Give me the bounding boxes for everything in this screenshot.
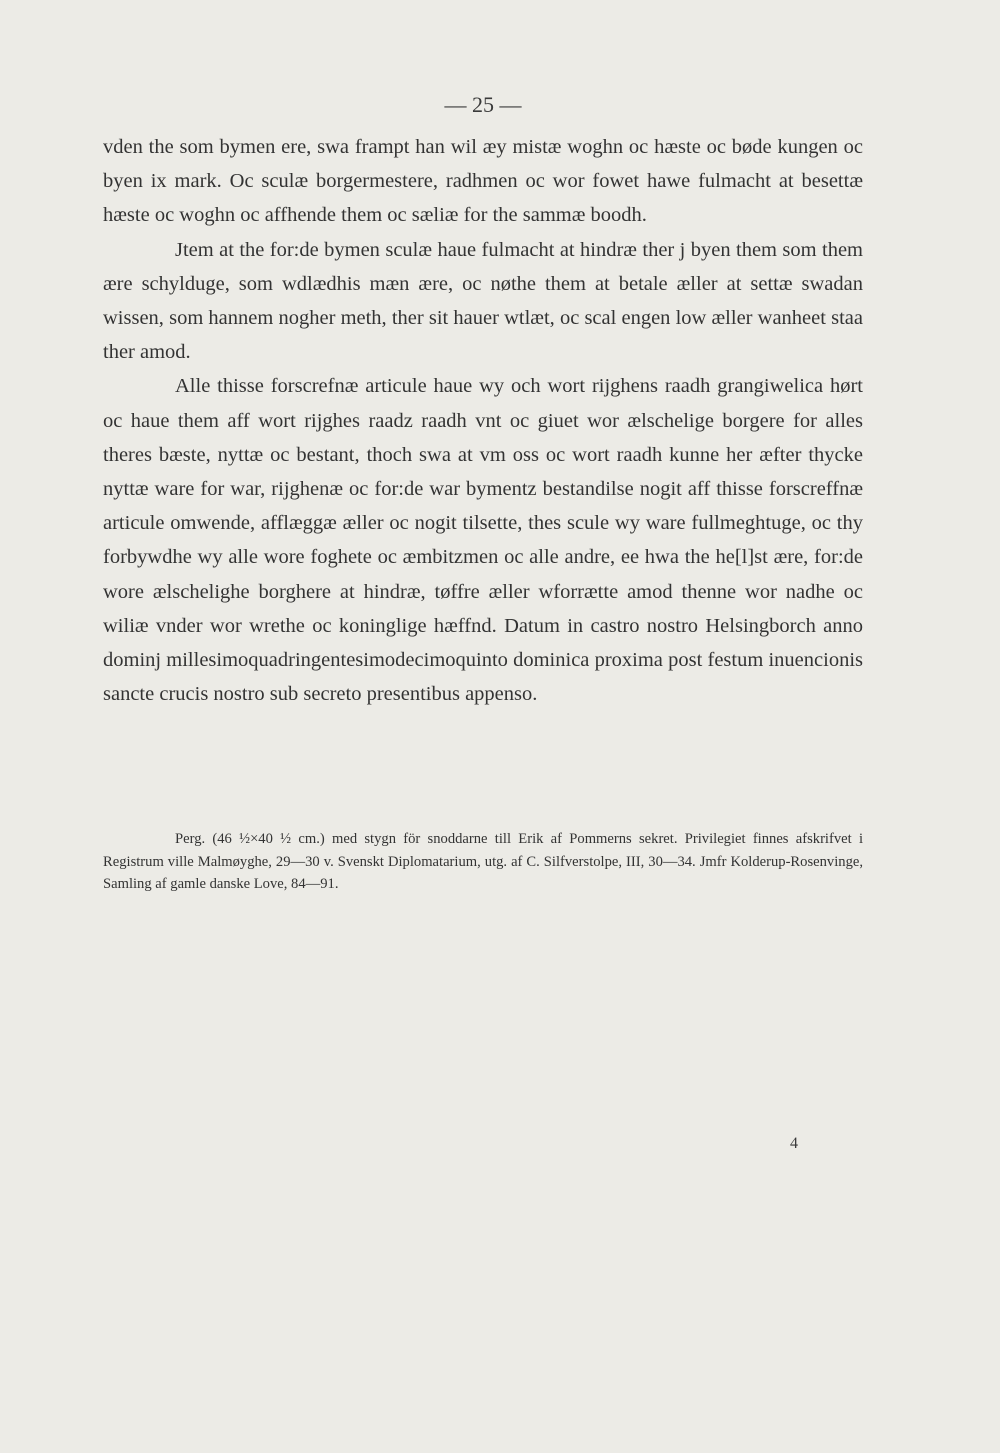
page-number: — 25 — — [444, 92, 522, 117]
paragraph-1: vden the som bymen ere, swa frampt han wil æy mistæ woghn oc hæste oc bøde kungen oc byen ix mark. Oc sculæ borgermestere, radhmen oc wor fowet hawe fulmacht at besettæ hæste oc woghn oc affhende them oc sæliæ for the sammæ boodh. — [103, 136, 863, 227]
paragraph-3: Alle thisse forscrefnæ articule haue wy och wort rijghens raadh grangiwelica hørt oc haue them aff wort rijghes raadz raadh vnt oc giuet wor ælschelige borgere for alles theres bæste, nyttæ oc bestant, thoch swa at vm oss oc wort raadh kunne her æfter thycke nyttæ ware for war, rijghenæ oc for:de war bymentz bestandilse nogit aff thisse forscreffnæ articule omwende, afflæggæ æller oc nogit tilsette, thes scule wy ware fullmeghtuge, oc thy forbywdhe wy alle wore foghete oc æmbitzmen oc alle andre, ee hwa the he[l]st ære, for:de wore ælschelighe borghere at hindræ, tøffre æller wforrætte amod thenne wor nadhe oc wiliæ vnder wor wrethe oc koninglige hæffnd. Datum in castro nostro Helsingborch anno dominj millesimoquadringentesimodecimoquinto dominica proxima post festum inuencionis sancte crucis nostro sub secreto presentibus appenso. — [103, 375, 863, 706]
footnote-text: Perg. (46 ½×40 ½ cm.) med stygn för snoddarne till Erik af Pommerns sekret. Privilegiet finnes afskrifvet i Registrum ville Malmøyghe, 29—30 v. Svenskt Diplomatarium, utg. af C. Silfverstolpe, III, 30—34. Jmfr Kolderup-Rosenvinge, Samling af gamle danske Love, 84—91. — [103, 831, 863, 892]
footnote — [103, 828, 863, 896]
paragraph-2: Jtem at the for:de bymen sculæ haue fulmacht at hindræ ther j byen them som them ære schylduge, som wdlædhis mæn ære, oc nøthe them at betale æller at settæ swadan wissen, som hannem nogher meth, ther sit hauer wtlæt, oc scal engen low æller wanheet staa ther amod. — [103, 238, 863, 364]
sheet-signature-number: 4 — [790, 1135, 798, 1152]
body-text — [103, 130, 863, 711]
